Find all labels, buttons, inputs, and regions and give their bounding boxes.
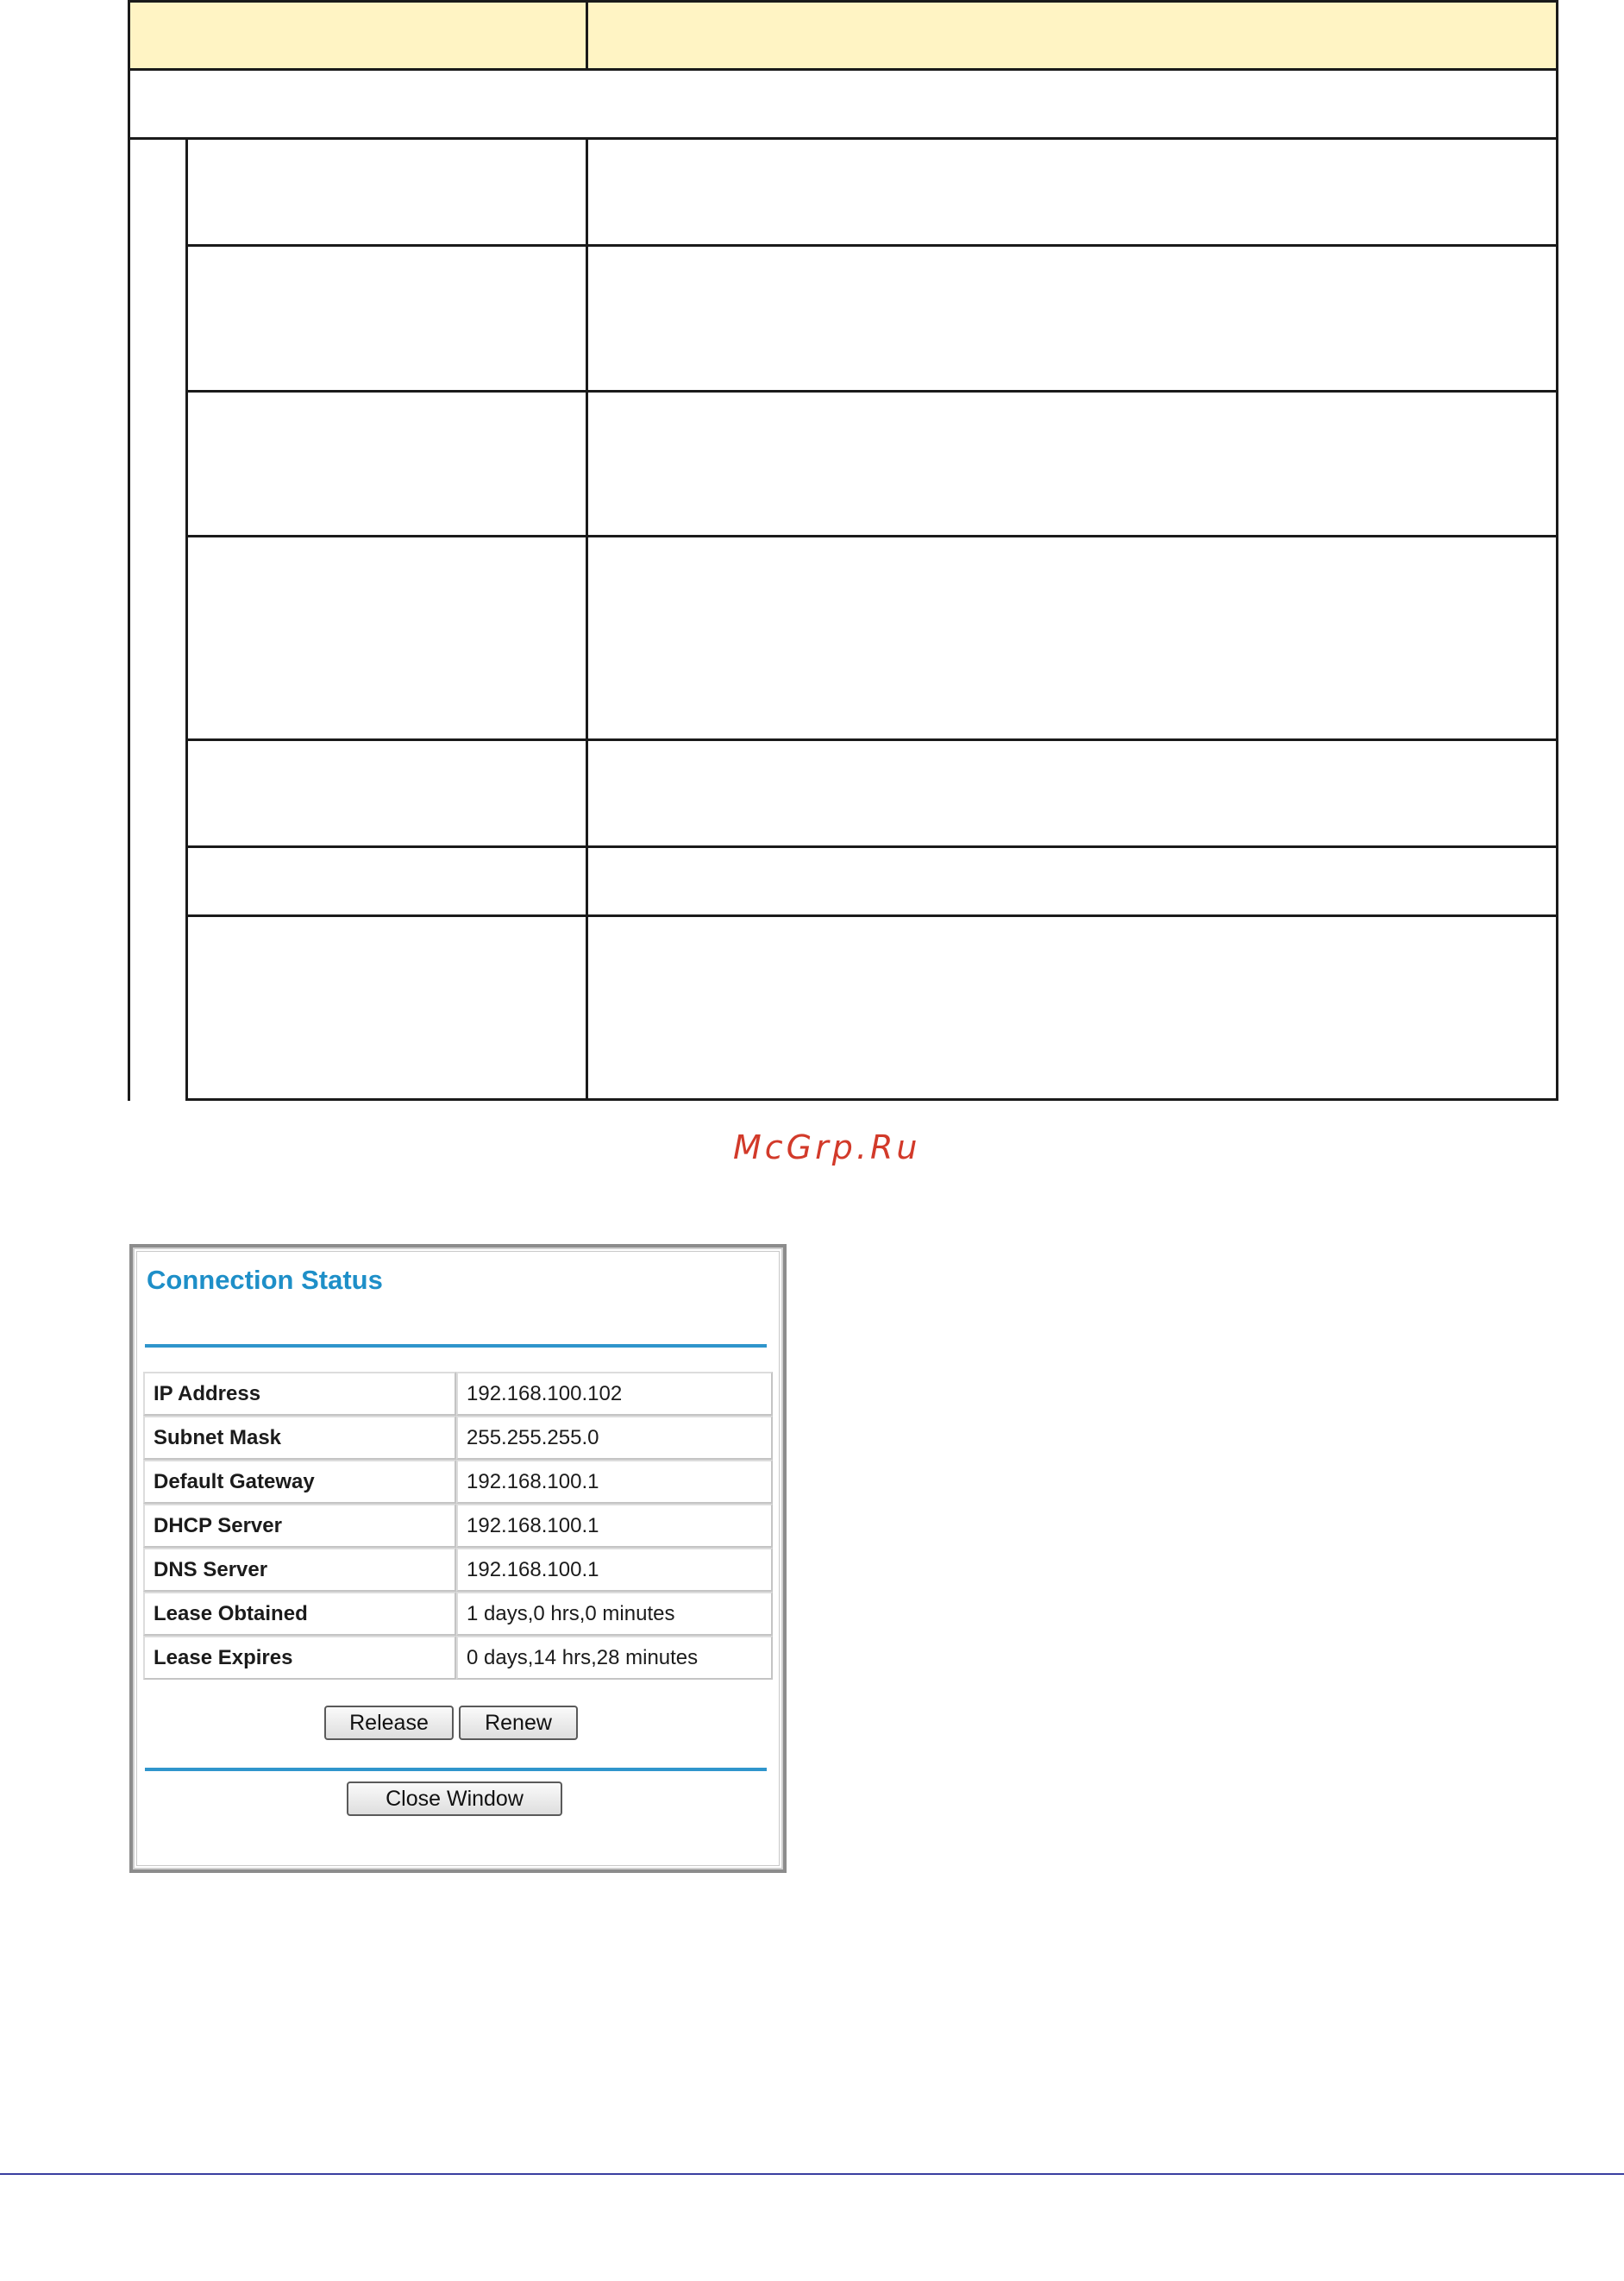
table-row — [143, 1636, 773, 1680]
table-border-top — [128, 0, 1558, 3]
row-label: Lease Obtained — [143, 1592, 456, 1636]
table-row-divider — [185, 390, 1558, 393]
row-label: Lease Expires — [143, 1636, 456, 1680]
table-row-divider — [185, 535, 1558, 537]
row-label: IP Address — [143, 1372, 456, 1416]
row-label: DHCP Server — [143, 1504, 456, 1548]
status-table — [143, 1372, 773, 1680]
connection-status-window — [129, 1244, 787, 1873]
parameter-table — [0, 0, 1624, 1113]
table-header-row — [129, 0, 1556, 70]
table-header-col-divider — [586, 0, 588, 70]
row-label: DNS Server — [143, 1548, 456, 1592]
renew-button[interactable]: Renew — [459, 1706, 578, 1740]
table-border-bottom — [185, 1098, 1558, 1101]
table-border-left — [128, 0, 130, 1101]
table-row — [143, 1460, 773, 1504]
button-divider — [145, 1768, 767, 1771]
footer-rule — [0, 2173, 1624, 2175]
table-indent-divider — [185, 137, 188, 1101]
table-col-divider — [586, 137, 588, 1101]
close-window-button[interactable]: Close Window — [347, 1781, 562, 1816]
table-row-divider — [185, 845, 1558, 848]
table-row-divider — [185, 738, 1558, 741]
row-value: 192.168.100.1 — [456, 1504, 773, 1548]
table-row-divider — [185, 244, 1558, 247]
table-border-right — [1556, 0, 1558, 1101]
table-section-divider — [128, 137, 1558, 140]
window-title: Connection Status — [147, 1265, 383, 1295]
table-row — [143, 1592, 773, 1636]
title-divider — [145, 1344, 767, 1348]
row-value: 0 days,14 hrs,28 minutes — [456, 1636, 773, 1680]
row-value: 192.168.100.102 — [456, 1372, 773, 1416]
watermark: McGrp.Ru — [733, 1128, 921, 1166]
table-row — [143, 1416, 773, 1460]
row-value: 192.168.100.1 — [456, 1460, 773, 1504]
row-label: Subnet Mask — [143, 1416, 456, 1460]
table-row — [143, 1548, 773, 1592]
row-value: 255.255.255.0 — [456, 1416, 773, 1460]
table-row-divider — [185, 914, 1558, 917]
table-header-divider — [128, 68, 1558, 71]
release-button[interactable]: Release — [324, 1706, 454, 1740]
table-row — [143, 1372, 773, 1416]
row-value: 1 days,0 hrs,0 minutes — [456, 1592, 773, 1636]
row-label: Default Gateway — [143, 1460, 456, 1504]
table-row — [143, 1504, 773, 1548]
row-value: 192.168.100.1 — [456, 1548, 773, 1592]
